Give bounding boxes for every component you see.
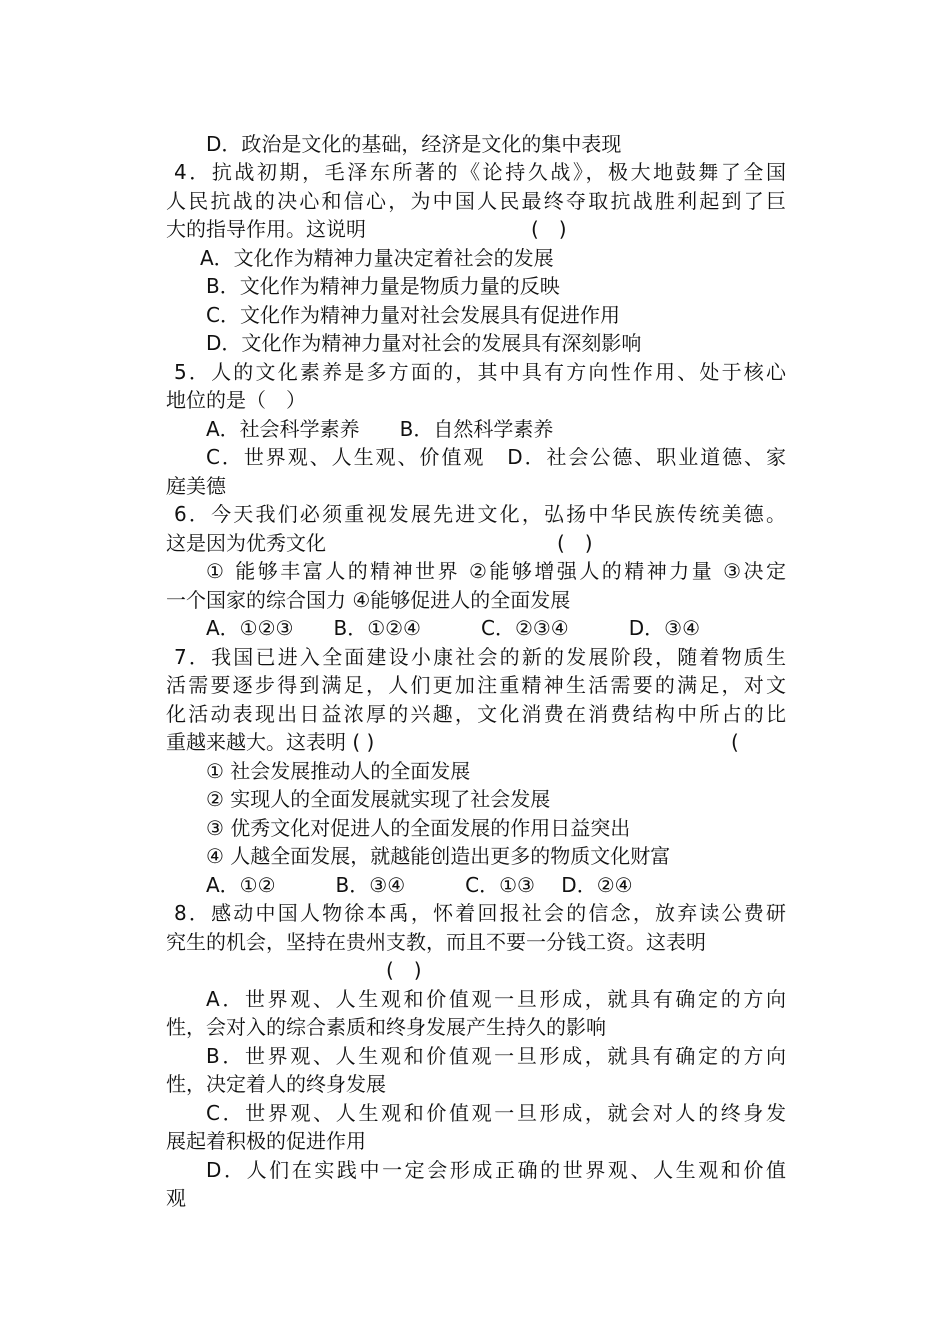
q5-options-ab: A．社会科学素养 B．自然科学素养	[206, 417, 554, 441]
question-5-line-2: 地位的是（ ）	[166, 388, 306, 412]
question-4-line-1: 4．抗战初期，毛泽东所著的《论持久战》，极大地鼓舞了全国	[174, 160, 786, 184]
q4-option-a: A．文化作为精神力量决定着社会的发展	[200, 246, 554, 270]
q8-option-d-cont: 观	[166, 1186, 186, 1210]
q4-option-d: D．文化作为精神力量对社会的发展具有深刻影响	[206, 331, 642, 355]
q7-statement-2: ② 实现人的全面发展就实现了社会发展	[206, 787, 551, 811]
q5-options-cd-cont: 庭美德	[166, 474, 226, 498]
q4-option-c: C．文化作为精神力量对社会发展具有促进作用	[206, 303, 620, 327]
q7-statement-3: ③ 优秀文化对促进人的全面发展的作用日益突出	[206, 816, 631, 840]
q8-option-b-cont: 性，决定着人的终身发展	[166, 1072, 386, 1096]
q3-option-d: D．政治是文化的基础，经济是文化的集中表现	[206, 132, 622, 156]
question-6-line-2: 这是因为优秀文化	[166, 531, 326, 555]
question-7-stray-paren: (	[731, 730, 739, 754]
question-6-line-1: 6．今天我们必须重视发展先进文化，弘扬中华民族传统美德。	[174, 502, 786, 526]
question-8-line-2: 究生的机会，坚持在贵州支教，而且不要一分钱工资。这表明	[166, 930, 706, 954]
q7-options: A．①② B．③④ C．①③ D．②④	[206, 873, 633, 897]
question-4-line-3: 大的指导作用。这说明	[166, 217, 366, 241]
q8-option-c: C．世界观、人生观和价值观一旦形成，就会对人的终身发	[206, 1101, 786, 1125]
q6-statements-cont: 一个国家的综合国力 ④能够促进人的全面发展	[166, 588, 571, 612]
question-7-line-2: 活需要逐步得到满足，人们更加注重精神生活需要的满足，对文	[166, 673, 786, 697]
question-4-answer-blank: ( )	[531, 217, 567, 241]
q8-option-a-cont: 性，会对入的综合素质和终身发展产生持久的影响	[166, 1015, 606, 1039]
question-7-line-3: 化活动表现出日益浓厚的兴趣，文化消费在消费结构中所占的比	[166, 702, 786, 726]
question-5-line-1: 5．人的文化素养是多方面的，其中具有方向性作用、处于核心	[174, 360, 786, 384]
q8-option-c-cont: 展起着积极的促进作用	[166, 1129, 366, 1153]
question-8-answer-blank: ( )	[386, 958, 422, 982]
q8-option-a: A．世界观、人生观和价值观一旦形成，就具有确定的方向	[206, 987, 786, 1011]
q8-option-d: D．人们在实践中一定会形成正确的世界观、人生观和价值	[206, 1158, 786, 1182]
question-7-line-1: 7．我国已进入全面建设小康社会的新的发展阶段，随着物质生	[174, 645, 786, 669]
q7-statement-4: ④ 人越全面发展，就越能创造出更多的物质文化财富	[206, 844, 671, 868]
question-8-line-1: 8．感动中国人物徐本禹，怀着回报社会的信念，放弃读公费研	[174, 901, 786, 925]
question-4-line-2: 人民抗战的决心和信心，为中国人民最终夺取抗战胜利起到了巨	[166, 189, 786, 213]
q7-statement-1: ① 社会发展推动人的全面发展	[206, 759, 471, 783]
question-6-answer-blank: ( )	[557, 531, 593, 555]
q6-statements: ① 能够丰富人的精神世界 ②能够增强人的精神力量 ③决定	[206, 559, 786, 583]
q6-options: A．①②③ B．①②④ C．②③④ D．③④	[206, 616, 700, 640]
q4-option-b: B．文化作为精神力量是物质力量的反映	[206, 274, 560, 298]
question-7-line-4: 重越来越大。这表明 ( )	[166, 730, 375, 754]
q8-option-b: B．世界观、人生观和价值观一旦形成，就具有确定的方向	[206, 1044, 786, 1068]
q5-options-cd: C．世界观、人生观、价值观 D．社会公德、职业道德、家	[206, 445, 786, 469]
